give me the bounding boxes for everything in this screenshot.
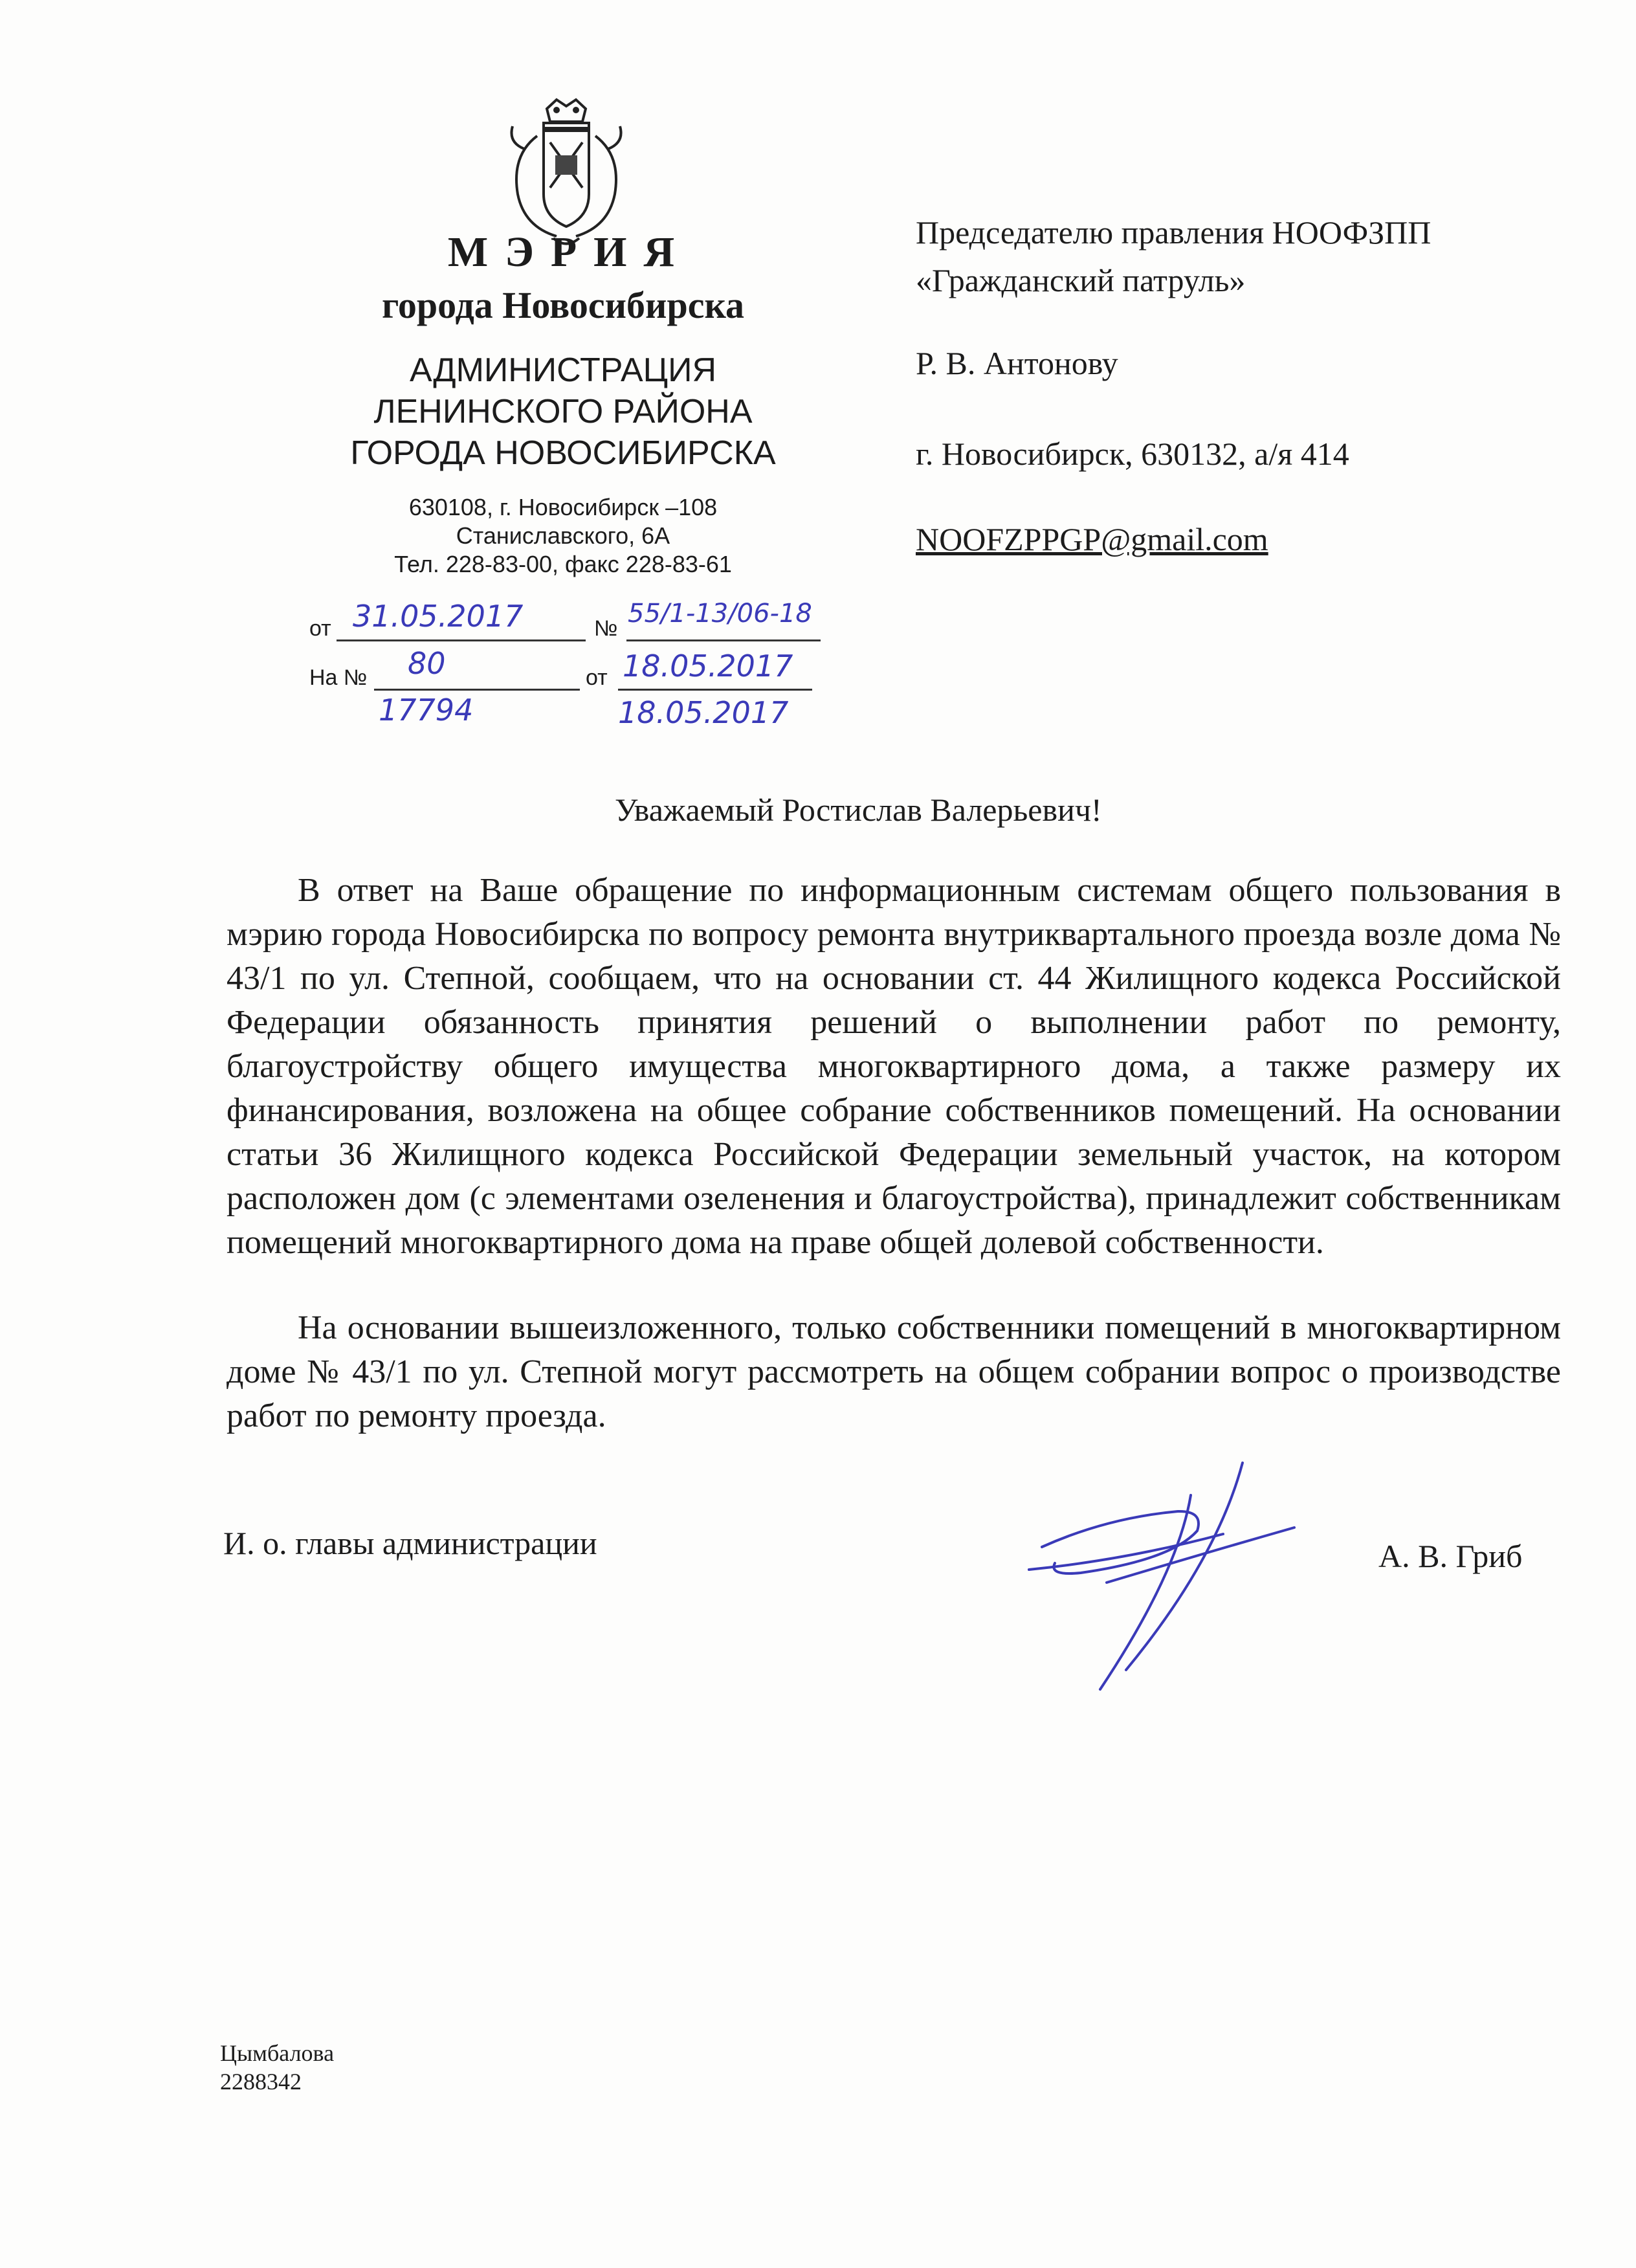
handwritten-reply-number: 80 <box>408 646 446 681</box>
address-line: Станиславского, 6А <box>456 522 670 549</box>
executor-info <box>220 2039 334 2096</box>
addressee-address: г. Новосибирск, 630132, а/я 414 <box>916 436 1349 472</box>
addressee-line: «Гражданский патруль» <box>916 262 1246 298</box>
handwritten-signature <box>1010 1456 1307 1702</box>
address-line: Тел. 228-83-00, факс 228-83-61 <box>394 551 732 577</box>
executor-name: Цымбалова <box>220 2040 335 2066</box>
admin-line: ЛЕНИНСКОГО РАЙОНА <box>373 393 753 430</box>
number-line <box>626 639 821 641</box>
reply-date-label: от <box>586 665 608 690</box>
signatory-name: А. В. Гриб <box>1378 1538 1523 1574</box>
reply-number-label: На № <box>309 665 368 690</box>
reply-date-line <box>618 689 812 691</box>
date-line <box>337 639 586 641</box>
handwritten-extra-date: 18.05.2017 <box>618 695 789 730</box>
paragraph: На основании вышеизложенного, только собственники помещений в многоквартирном доме № 43/1 по ул. Степной могут рассмотреть на общем собрании вопрос о производстве работ по ремонту проезда. <box>227 1309 1561 1434</box>
signatory-role: И. о. главы администрации <box>223 1525 597 1561</box>
number-label: № <box>594 616 618 641</box>
admin-line: АДМИНИСТРАЦИЯ <box>409 351 717 389</box>
reply-number-line <box>374 689 580 691</box>
handwritten-reply-date: 18.05.2017 <box>623 649 793 684</box>
org-city: города Новосибирска <box>381 284 745 326</box>
executor-phone: 2288342 <box>220 2069 302 2095</box>
sender-address <box>272 493 854 579</box>
handwritten-number: 55/1-13/06-18 <box>628 599 812 628</box>
paragraph: В ответ на Ваше обращение по информационным системам общего пользования в мэрию города Новосибирска по вопросу ремонта внутриквартального проезда возле дома № 43/1 по ул. Степной, сообщаем, что на основании ст. 44 Жилищного кодекса Российской Федерации обязанность принятия решений о выполнении работ по ремонту, благоустройству общего имущества многоквартирного дома, а также размеру их финансирования, возложена на общее собрание собственников помещений. На основании статьи 36 Жилищного кодекса Российской Федерации земельный участок, на котором расположен дом (с элементами озеленения и благоустройства), принадлежит собственникам помещений многоквартирного дома на праве общей долевой собственности. <box>227 872 1561 1261</box>
addressee-name: Р. В. Антонову <box>916 345 1118 381</box>
org-title: МЭРИЯ <box>447 228 692 276</box>
date-label: от <box>309 616 331 641</box>
addressee-email: NOOFZPPGP@gmail.com <box>916 521 1268 557</box>
salutation: Уважаемый Ростислав Валерьевич! <box>615 792 1102 828</box>
handwritten-extra-number: 17794 <box>379 693 474 728</box>
addressee-line: Председателю правления НООФЗПП <box>916 214 1432 250</box>
handwritten-date: 31.05.2017 <box>353 599 524 634</box>
admin-line: ГОРОДА НОВОСИБИРСКА <box>350 434 776 472</box>
address-line: 630108, г. Новосибирск –108 <box>408 494 718 520</box>
admin-name <box>272 350 854 474</box>
